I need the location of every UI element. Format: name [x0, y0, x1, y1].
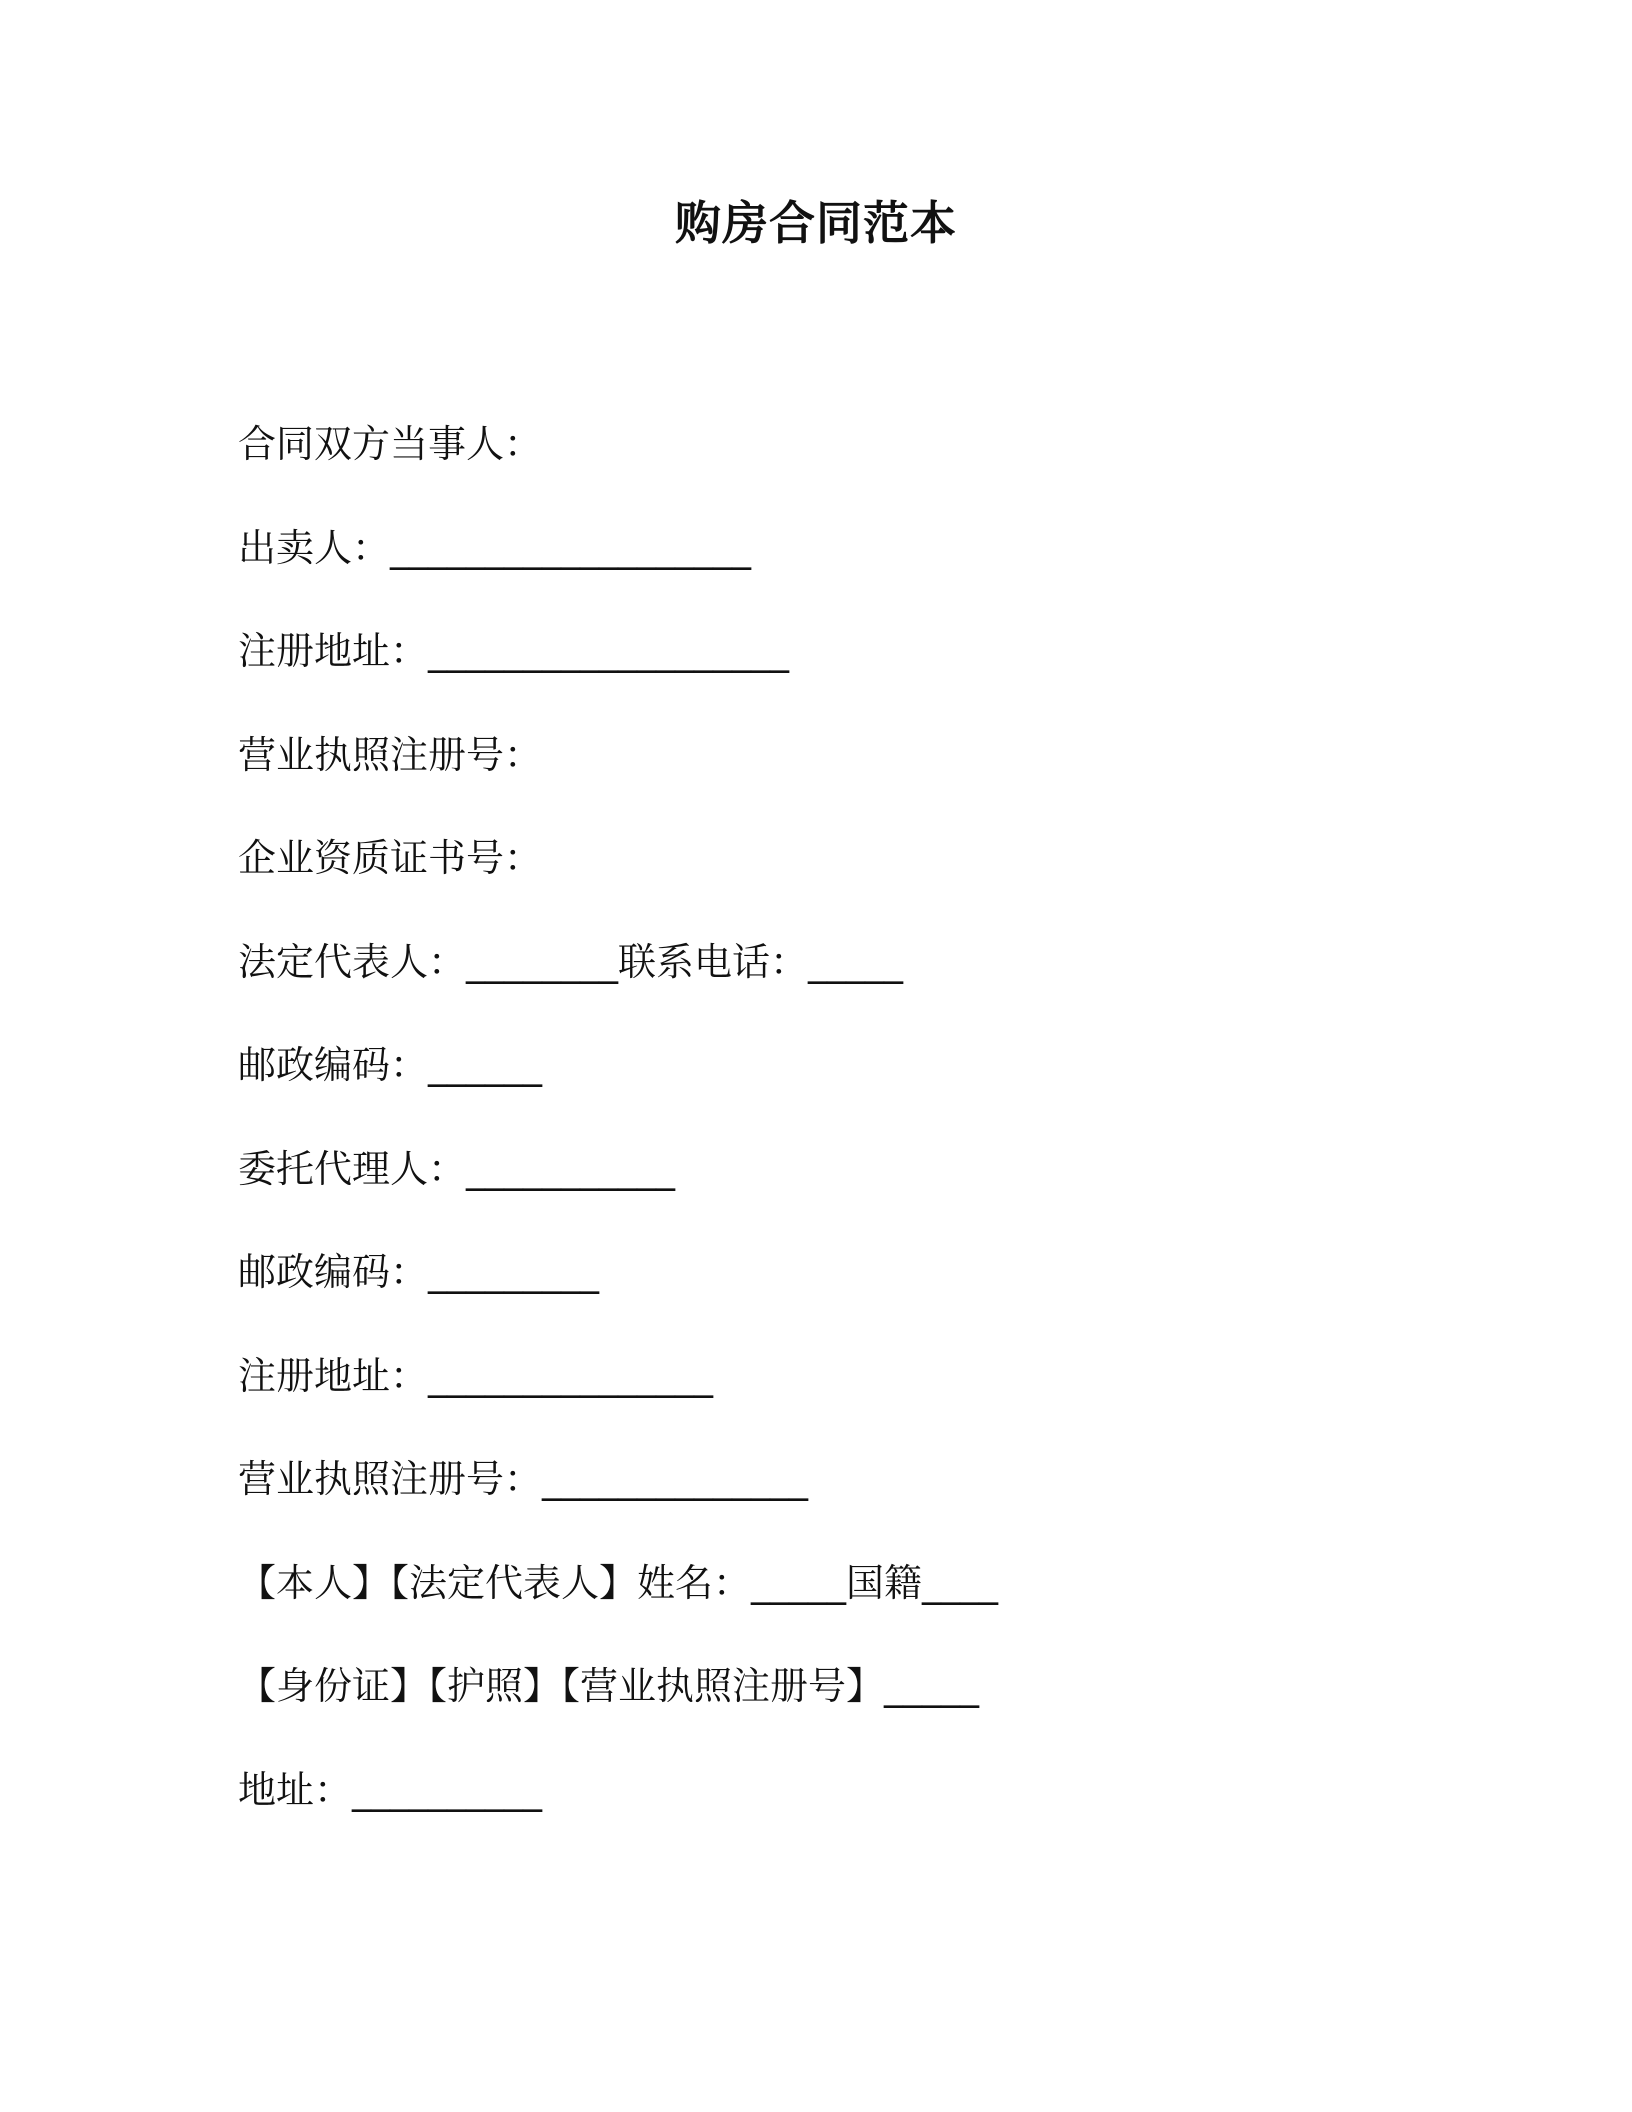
- identity-document-line: 【身份证】【护照】【营业执照注册号】_____: [238, 1664, 980, 1708]
- authorized-agent-line: 委托代理人：___________: [238, 1146, 676, 1191]
- registered-address-line: 注册地址：___________________: [238, 629, 790, 673]
- postal-code-line-secondary: 邮政编码：_________: [238, 1250, 600, 1294]
- business-license-number-line: 营业执照注册号：: [238, 732, 543, 777]
- name-nationality-line: 【本人】【法定代表人】姓名：_____国籍____: [238, 1560, 999, 1605]
- business-license-number-line-secondary: 营业执照注册号：______________: [238, 1457, 809, 1501]
- address-line: 地址：__________: [238, 1767, 543, 1812]
- registered-address-line-secondary: 注册地址：_______________: [238, 1353, 714, 1398]
- qualification-certificate-line: 企业资质证书号：: [238, 836, 543, 880]
- seller-line: 出卖人：___________________: [238, 525, 752, 570]
- contract-parties-heading: 合同双方当事人：: [238, 422, 543, 466]
- legal-representative-phone-line: 法定代表人：________联系电话：_____: [238, 939, 904, 984]
- document-title: 购房合同范本: [675, 196, 957, 250]
- contract-party-section: [238, 406, 1418, 1855]
- postal-code-line: 邮政编码：______: [238, 1043, 543, 1087]
